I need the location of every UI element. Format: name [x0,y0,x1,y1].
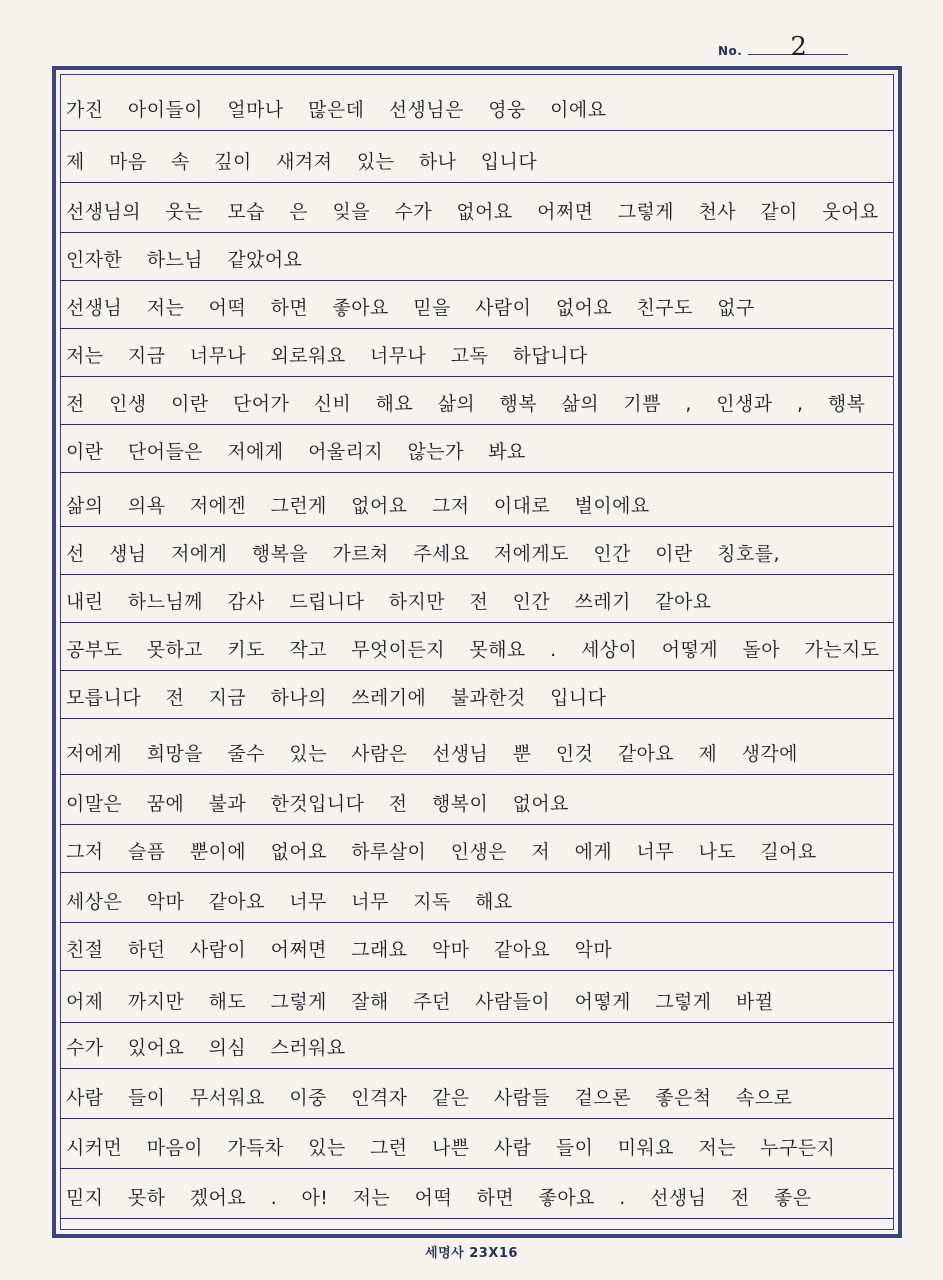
text-line: 삶의 의욕 저에겐 그런게 없어요 그저 이대로 벌이에요 [66,495,650,517]
text-line: 이말은 꿈에 불과 한것입니다 전 행복이 없어요 [66,793,569,815]
rule-line [60,472,894,473]
text-line: 인자한 하느님 같았어요 [66,249,303,271]
rule-line [60,1022,894,1023]
rule-line [60,622,894,623]
rule-line [60,970,894,971]
rule-line [60,872,894,873]
publisher-mark: 세명사 23X16 [425,1246,518,1261]
rule-line [60,1118,894,1119]
rule-line [60,774,894,775]
text-line: 전 인생 이란 단어가 신비 해요 삶의 행복 삶의 기쁨 , 인생과 , 행복 [66,393,866,415]
text-line: 세상은 악마 같아요 너무 너무 지독 해요 [66,891,513,913]
text-line: 모릅니다 전 지금 하나의 쓰레기에 불과한것 입니다 [66,687,607,709]
page-number-label: No. [718,44,743,58]
text-line: 어제 까지만 해도 그렇게 잘해 주던 사람들이 어떻게 그렇게 바뀔 [66,991,774,1013]
text-line: 공부도 못하고 키도 작고 무엇이든지 못해요 . 세상이 어떻게 돌아 가는지도 [66,639,880,661]
text-line: 믿지 못하 겠어요 . 아! 저는 어떡 하면 좋아요 . 선생님 전 좋은 [66,1187,812,1209]
text-line: 시커먼 마음이 가득차 있는 그런 나쁜 사람 들이 미워요 저는 누구든지 [66,1137,836,1159]
text-line: 선생님 저는 어떡 하면 좋아요 믿을 사람이 없어요 친구도 없구 [66,297,755,319]
text-line: 사람 들이 무서워요 이중 인격자 같은 사람들 겉으론 좋은척 속으로 [66,1087,793,1109]
rule-line [60,1068,894,1069]
text-line: 제 마음 속 깊이 새겨져 있는 하나 입니다 [66,151,538,173]
rule-line [60,1218,894,1219]
text-line: 친절 하던 사람이 어쩌면 그래요 악마 같아요 악마 [66,939,613,961]
text-line: 내린 하느님께 감사 드립니다 하지만 전 인간 쓰레기 같아요 [66,591,712,613]
page-number [718,32,848,62]
rule-line [60,328,894,329]
rule-line [60,130,894,131]
page-number-value: 2 [790,32,807,62]
text-line: 선생님의 웃는 모습 은 잊을 수가 없어요 어쩌면 그렇게 천사 같이 웃어요 [66,201,879,223]
text-line: 수가 있어요 의심 스러워요 [66,1037,346,1059]
rule-line [60,526,894,527]
text-line: 저는 지금 너무나 외로워요 너무나 고독 하답니다 [66,345,588,367]
rule-line [60,670,894,671]
rule-line [60,182,894,183]
rule-line [60,376,894,377]
page-number-field [748,32,848,62]
rule-line [60,1168,894,1169]
text-line: 그저 슬픔 뿐이에 없어요 하루살이 인생은 저 에게 너무 나도 길어요 [66,841,817,863]
text-line: 가진 아이들이 얼마나 많은데 선생님은 영웅 이에요 [66,99,607,121]
rule-line [60,232,894,233]
rule-line [60,574,894,575]
text-line: 선 생님 저에게 행복을 가르쳐 주세요 저에게도 인간 이란 칭호를, [66,543,781,565]
rule-line [60,424,894,425]
rule-line [60,824,894,825]
handwritten-lines [60,74,894,1230]
text-line: 저에게 희망을 줄수 있는 사람은 선생님 뿐 인것 같아요 제 생각에 [66,743,798,765]
rule-line [60,718,894,719]
rule-line [60,922,894,923]
rule-line [60,280,894,281]
text-line: 이란 단어들은 저에게 어울리지 않는가 봐요 [66,441,526,463]
